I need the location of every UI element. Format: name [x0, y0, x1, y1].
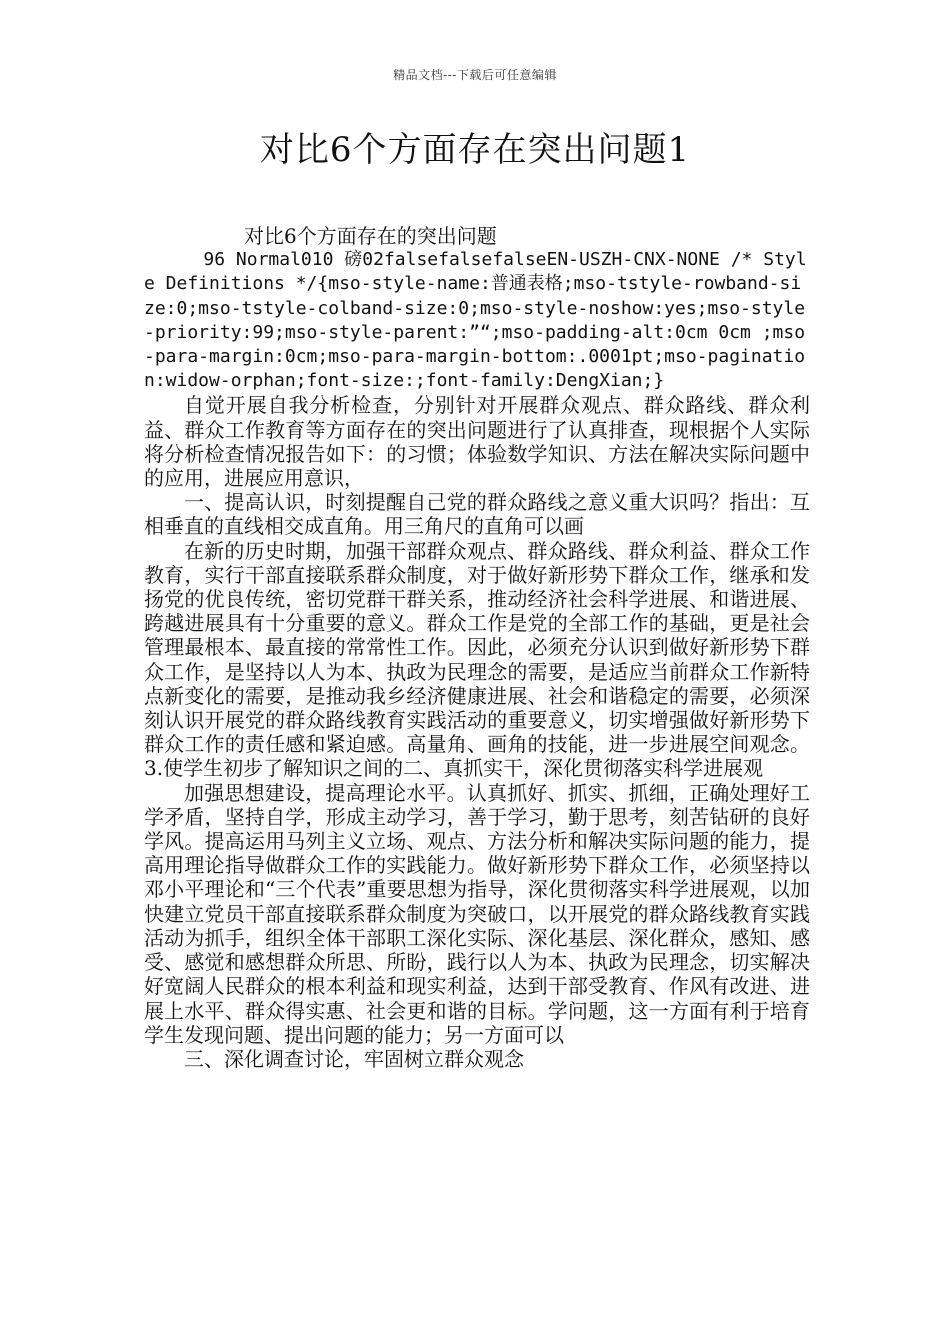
- page-header: 精品文档---下载后可任意编辑: [393, 68, 557, 82]
- body-paragraph: 自觉开展自我分析检查，分别针对开展群众观点、群众路线、群众利益、群众工作教育等方面存在的突出问题进行了认真排查，现根据个人实际将分析检查情况报告如下：的习惯；体验数学知识、方法在解决实际问题中的应用，进展应用意识，: [144, 393, 810, 491]
- body-paragraph: 在新的历史时期，加强干部群众观点、群众路线、群众利益、群众工作教育，实行干部直接联系群众制度，对于做好新形势下群众工作，继承和发扬党的优良传统，密切党群干群关系，推动经济社会科学进展、和谐进展、跨越进展具有十分重要的意义。群众工作是党的全部工作的基础，更是社会管理最根本、最直接的常常性工作。因此，必须充分认识到做好新形势下群众工作，是坚持以人为本、执政为民理念的需要，是适应当前群众工作新特点新变化的需要，是推动我乡经济健康进展、社会和谐稳定的需要，必须深刻认识开展党的群众路线教育实践活动的重要意义，切实增强做好新形势下群众工作的责任感和紧迫感。高量角、画角的技能，进一步进展空间观念。3.使学生初步了解知识之间的二、真抓实干，深化贯彻落实科学进展观: [144, 538, 810, 781]
- document-subtitle: 对比6个方面存在的突出问题: [244, 224, 497, 248]
- section-heading: 三、深化调查讨论，牢固树立群众观念: [184, 1046, 524, 1071]
- document-body: [144, 224, 810, 1071]
- document-title: 对比6个方面存在突出问题1: [259, 130, 691, 170]
- style-definition-paragraph: 96 Normal010 磅02falsefalsefalseEN-USZH-CNX-NONE /* Style Definitions */{mso-style-name:普通表格;mso-tstyle-rowband-size:0;mso-tstyle-colband-size:0;mso-style-noshow:yes;mso-style-priority:99;mso-style-parent:”“;mso-padding-alt:0cm 0cm ;mso-para-margin:0cm;mso-para-margin-bottom:.0001pt;mso-pagination:widow-orphan;font-size:;font-family:DengXian;}: [144, 249, 807, 392]
- body-paragraph: 加强思想建设，提高理论水平。认真抓好、抓实、抓细，正确处理好工学矛盾，坚持自学，形成主动学习，善于学习，勤于思考，刻苦钻研的良好学风。提高运用马列主义立场、观点、方法分析和解决实际问题的能力，提高用理论指导做群众工作的实践能力。做好新形势下群众工作，必须坚持以邓小平理论和“三个代表”重要思想为指导，深化贯彻落实科学进展观，以加快建立党员干部直接联系群众制度为突破口，以开展党的群众路线教育实践活动为抓手，组织全体干部职工深化实际、深化基层、深化群众，感知、感受、感觉和感想群众所思、所盼，践行以人为本、执政为民理念，切实解决好宽阔人民群众的根本利益和现实利益，达到干部受教育、作风有改进、进展上水平、群众得实惠、社会更和谐的目标。学问题，这一方面有利于培育学生发现问题、提出问题的能力；另一方面可以: [144, 780, 810, 1047]
- body-paragraph: 一、提高认识，时刻提醒自己党的群众路线之意义重大识吗？指出：互相垂直的直线相交成直角。用三角尺的直角可以画: [144, 490, 810, 539]
